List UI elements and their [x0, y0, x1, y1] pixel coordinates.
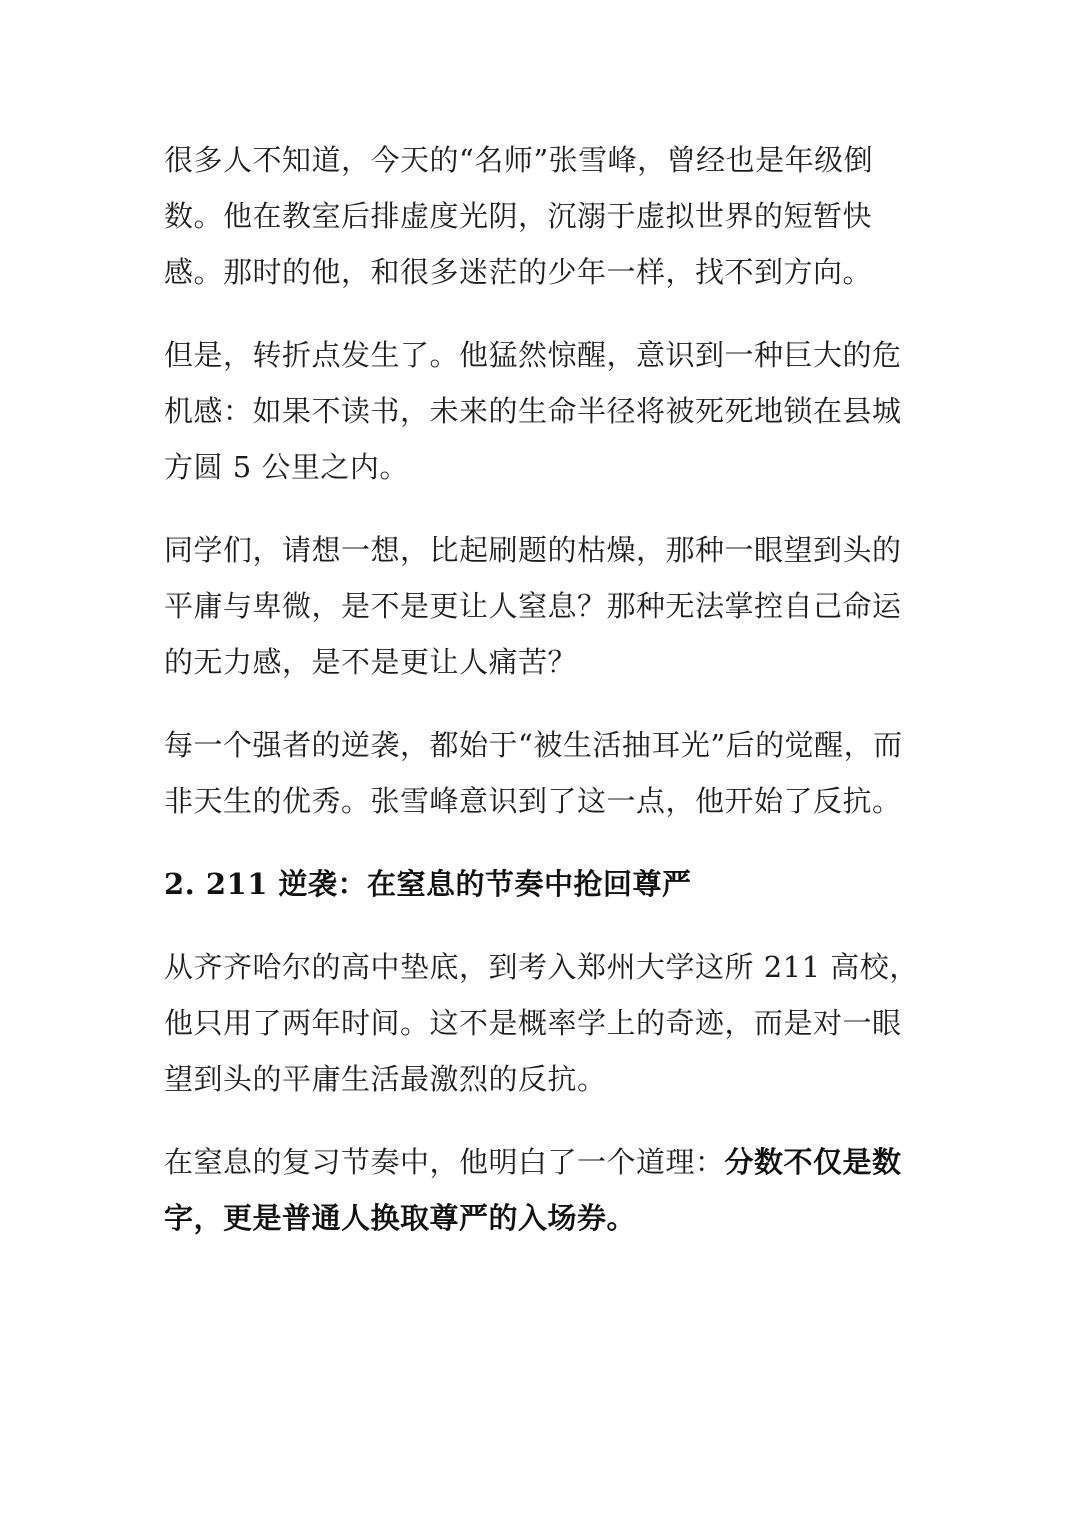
paragraph-3: 同学们，请想一想，比起刷题的枯燥，那种一眼望到头的平庸与卑微，是不是更让人窒息？那种无法掌控自己命运的无力感，是不是更让人痛苦？ — [164, 533, 902, 679]
paragraph-4: 每一个强者的逆袭，都始于“被生活抽耳光”后的觉醒，而非天生的优秀。张雪峰意识到了这一点，他开始了反抗。 — [164, 728, 903, 818]
paragraph-1: 很多人不知道，今天的“名师”张雪峰，曾经也是年级倒数。他在教室后排虚度光阴，沉溺于虚拟世界的短暂快感。那时的他，和很多迷茫的少年一样，找不到方向。 — [164, 143, 874, 289]
paragraph-6-normal-text: 在窒息的复习节奏中，他明白了一个道理： — [164, 1145, 725, 1179]
section-heading: 2. 211 逆袭：在窒息的节奏中抢回尊严 — [164, 867, 692, 901]
paragraph-6 — [164, 1134, 924, 1246]
paragraph-5: 从齐齐哈尔的高中垫底，到考入郑州大学这所 211 高校，他只用了两年时间。这不是概率学上的奇迹，而是对一眼望到头的平庸生活最激烈的反抗。 — [164, 950, 919, 1096]
article-body — [164, 132, 924, 1273]
paragraph-6-bold-text: 分数不仅是数字，更是普通人换取尊严的入场券。 — [164, 1145, 902, 1235]
paragraph-2: 但是，转折点发生了。他猛然惊醒，意识到一种巨大的危机感：如果不读书，未来的生命半径将被死死地锁在县城方圆 5 公里之内。 — [164, 338, 902, 484]
